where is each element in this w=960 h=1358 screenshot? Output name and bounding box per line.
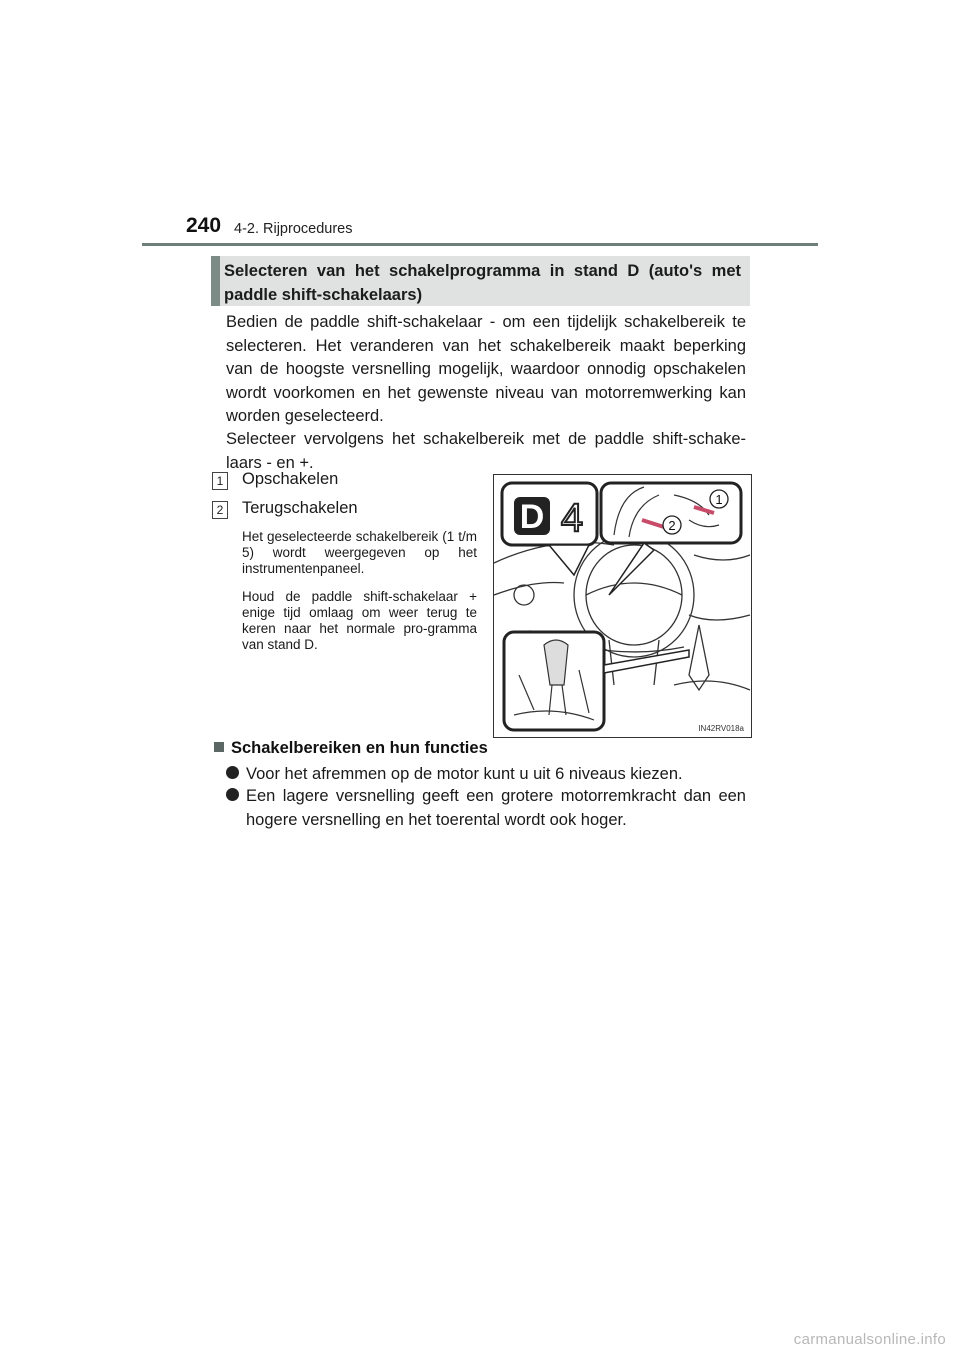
intro-paragraph-2: Selecteer vervolgens het schakelbereik met de paddle shift-schake-laars - en +. [226,430,746,472]
display-gear-number: 4 [560,496,584,540]
bullet-dot-icon [226,766,239,779]
intro-paragraph-1: Bedien de paddle shift-schakelaar - om een tijdelijk schakelbereik te selecteren. Het veranderen van het schakelbereik maakt beperking van de hoogste versnelling mogelijk, waardoor onnodig opschakelen wordt voorkomen en het gewenste niveau van motorremwerking kan worden geselecteerd. [226,313,746,425]
subsection-heading [214,739,488,758]
bullet-item [226,784,746,832]
header-rule [142,243,818,246]
illustration-figure [493,474,752,738]
step-number-badge: 2 [212,501,228,519]
bullet-text: Voor het afremmen op de motor kunt u uit 6 niveaus kiezen. [246,765,683,783]
steering-paddle-illustration [494,475,751,737]
note-2: Houd de paddle shift-schakelaar + enige tijd omlaag om weer terug te keren naar het normale pro-gramma van stand D. [242,589,477,652]
watermark: carmanualsonline.info [793,1331,946,1348]
bullet-text: Een lagere versnelling geeft een grotere motorremkracht dan een hogere versnelling en het toerental wordt ook hoger. [246,787,746,829]
subsection-heading-text: Schakelbereiken en hun functies [231,739,488,757]
section-title: Selecteren van het schakelprogramma in stand D (auto's met paddle shift-schakelaars) [224,262,741,304]
section-title-box [211,256,750,306]
step-label: Terugschakelen [242,499,358,517]
bullet-item [226,762,746,786]
display-gear-letter: D [519,498,545,536]
step-label: Opschakelen [242,470,339,488]
step-item [212,470,482,499]
bullet-dot-icon [226,788,239,801]
section-label: 4-2. Rijprocedures [234,221,353,237]
step-list [212,470,482,528]
figure-code: IN42RV018a [698,724,744,733]
page-number: 240 [186,214,222,237]
step-item [212,499,482,528]
step-number-badge: 1 [212,472,228,490]
note-1: Het geselecteerde schakelbereik (1 t/m 5) wordt weergegeven op het instrumentenpaneel. [242,529,477,576]
callout-1-label: 1 [715,492,723,507]
title-accent-bar [211,256,220,306]
heading-square-icon [214,742,224,752]
callout-2-label: 2 [668,518,676,533]
